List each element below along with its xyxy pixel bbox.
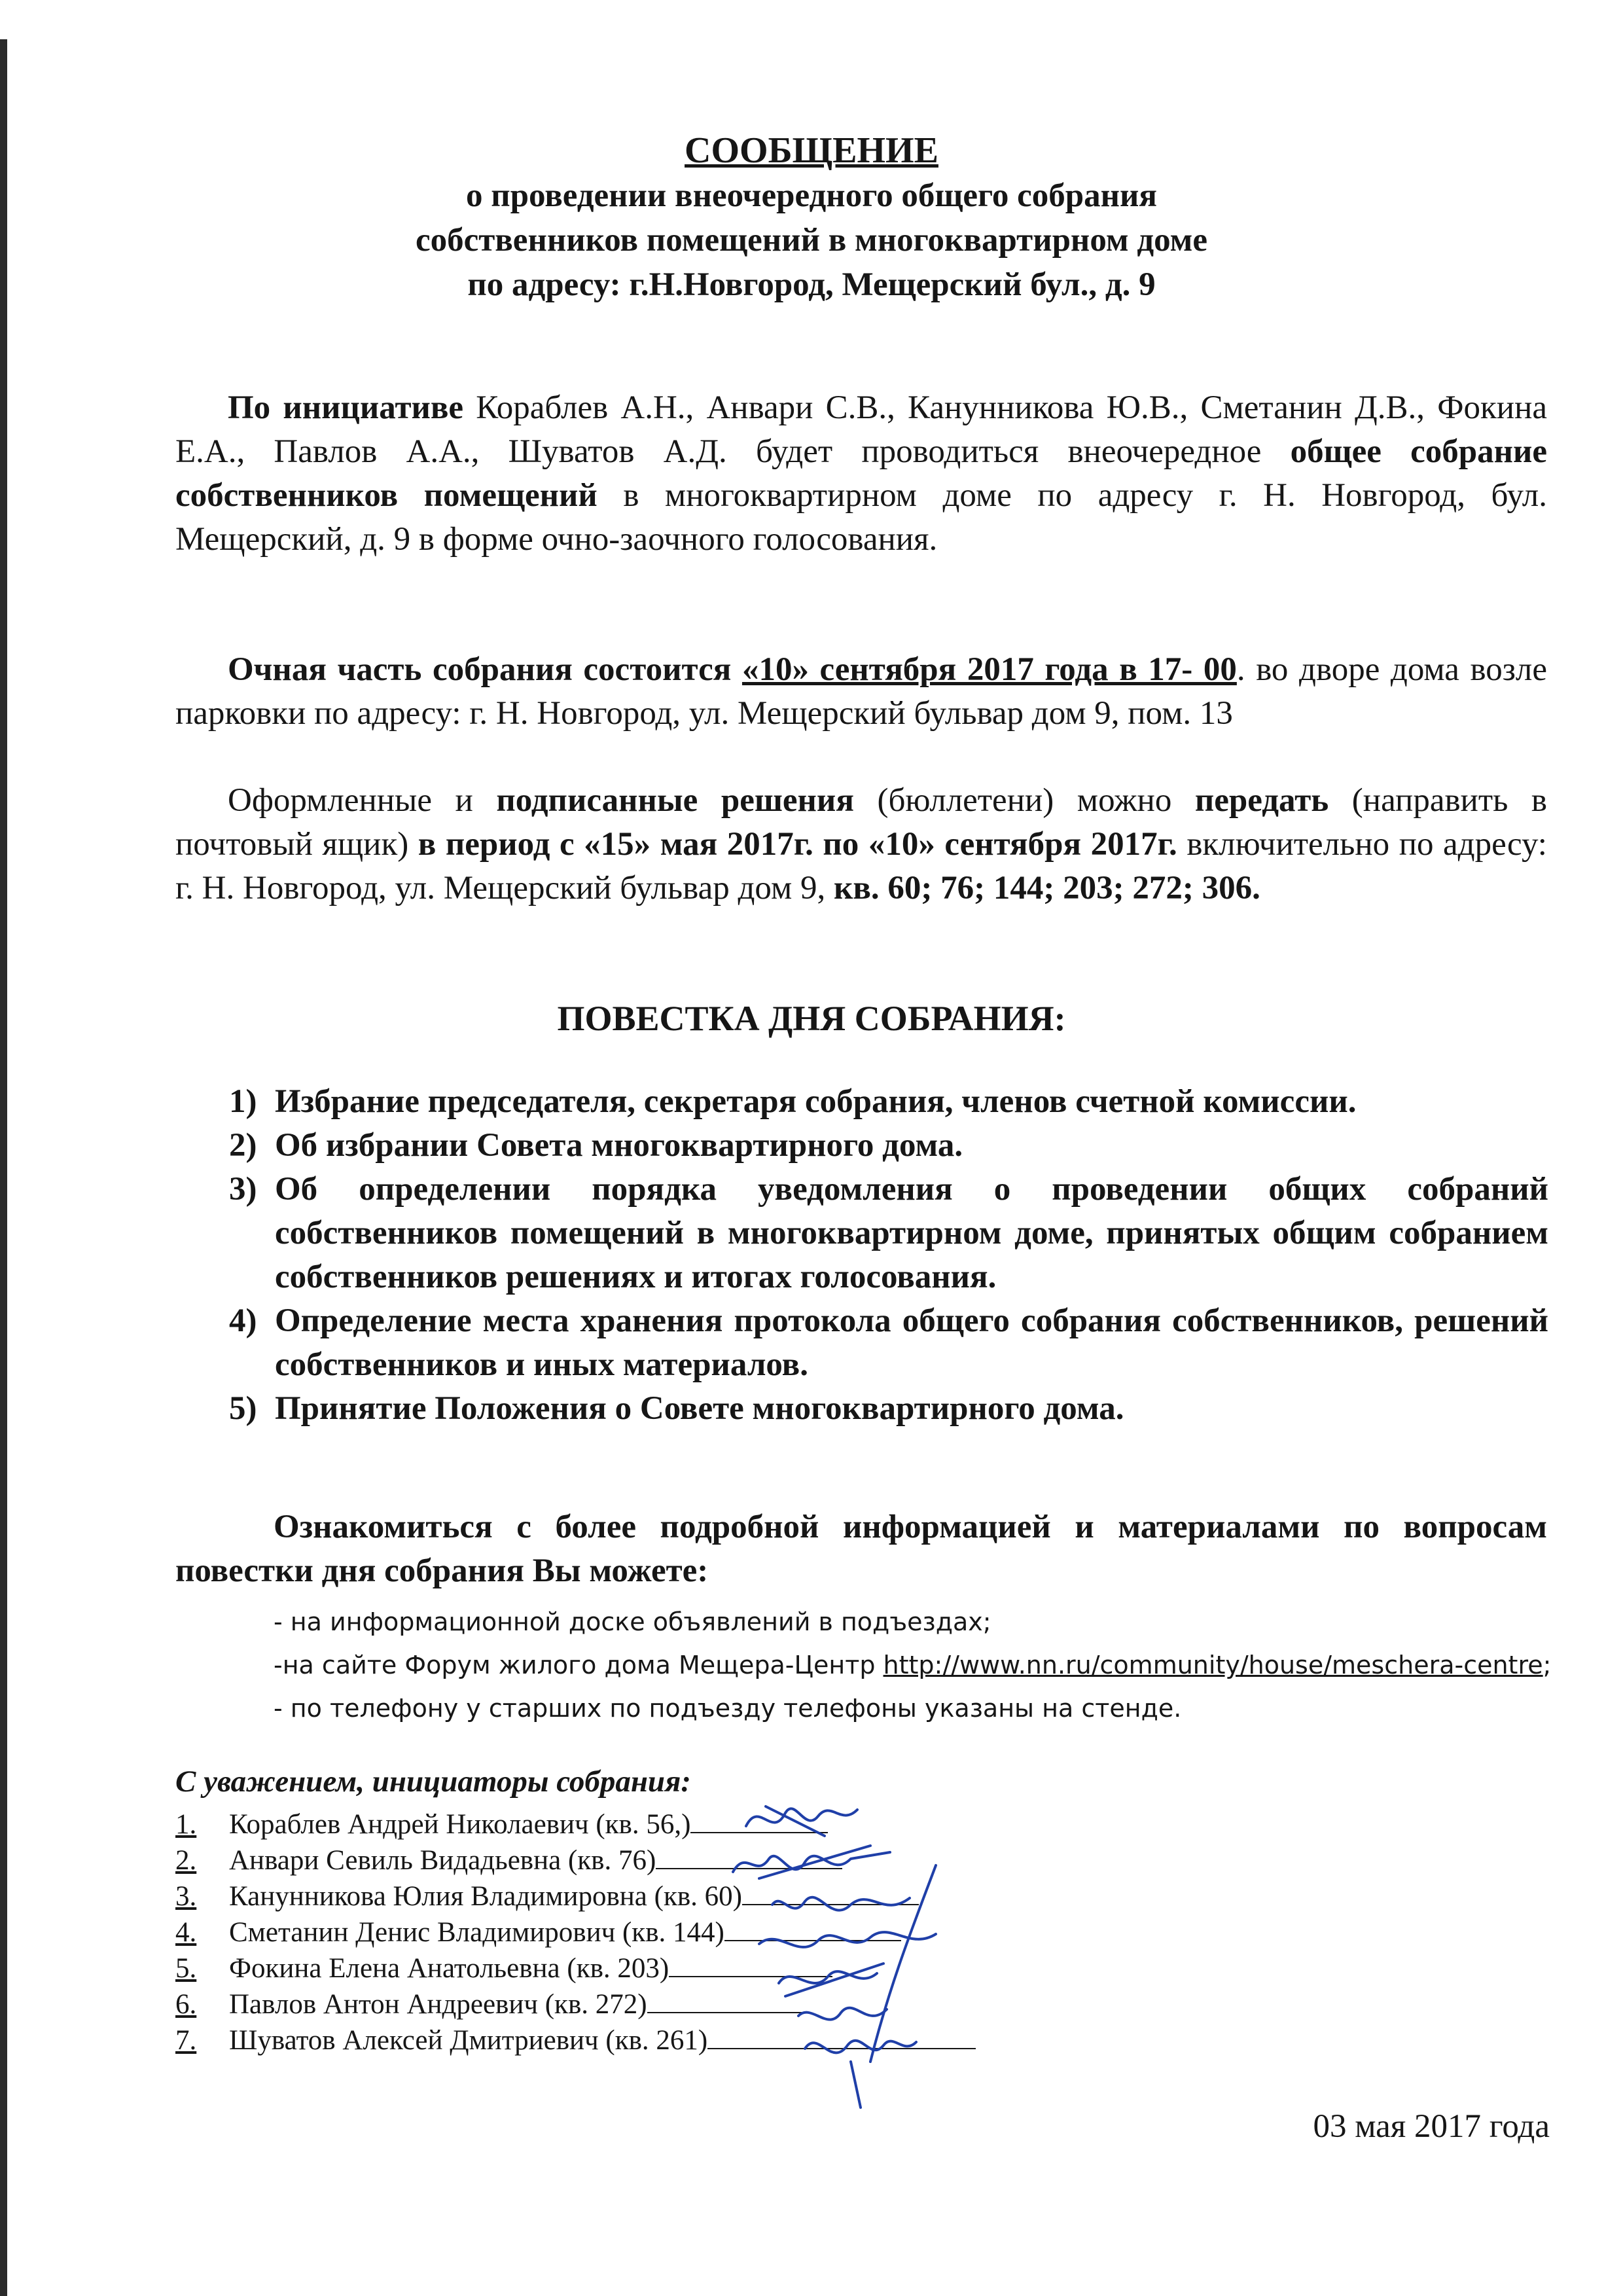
- signatory-number: 1.: [175, 1809, 197, 1840]
- ballots-text-4: включительно по адресу: г. Н. Новгород, ул. Мещерский бульвар дом 9,: [175, 826, 1547, 906]
- signatory-name: Сметанин Денис Владимирович (кв. 144): [229, 1917, 724, 1948]
- ballots-bold-1: подписанные решения: [496, 782, 854, 819]
- agenda-item: [229, 1168, 1548, 1299]
- agenda-item: [229, 1299, 1548, 1387]
- signatory-name: Анвари Севиль Видадьевна (кв. 76): [229, 1845, 656, 1876]
- subtitle-line-3: по адресу: г.Н.Новгород, Мещерский бул., д. 9: [467, 266, 1156, 303]
- ballots-period: в период с «15» мая 2017г. по «10» сентября 2017г.: [418, 826, 1177, 863]
- agenda-item-number: 1): [229, 1083, 257, 1120]
- signatories-heading: С уважением, инициаторы собрания:: [175, 1765, 691, 1799]
- subtitle-line-1: о проведении внеочередного общего собрания: [465, 177, 1158, 214]
- agenda-item-number: 2): [229, 1127, 257, 1164]
- ballots-paragraph: [175, 779, 1547, 910]
- info-line-board: - на информационной доске объявлений в подъездах;: [274, 1607, 991, 1636]
- meeting-paragraph: [175, 648, 1547, 736]
- document-title: СООБЩЕНИЕ: [685, 130, 938, 171]
- scan-edge: [0, 39, 7, 2296]
- agenda-item: [229, 1124, 1548, 1168]
- signature-pavlov: [798, 2008, 887, 2020]
- document-date: 03 мая 2017 года: [1313, 2108, 1550, 2145]
- handwritten-signatures: [720, 1787, 1034, 2114]
- agenda-item-text: Принятие Положения о Совете многоквартирного дома.: [275, 1390, 1124, 1427]
- info-intro: [175, 1505, 1547, 1593]
- ballots-bold-2: передать: [1194, 782, 1329, 819]
- meeting-date: «10» сентября 2017 года в 17- 00: [741, 651, 1237, 688]
- signature-shuvatov: [805, 2041, 916, 2108]
- info-website-suffix: ;: [1543, 1651, 1552, 1679]
- agenda-item: [229, 1080, 1548, 1124]
- info-line-website: [274, 1643, 1569, 1687]
- intro-initiators: Кораблев А.Н., Анвари С.В., Канунникова Ю.В., Сметанин Д.В., Фокина Е.А., Павлов А.А., Шуватов А.Д. будет проводиться внеочередное: [175, 389, 1547, 470]
- ballots-text-3: (направить в почтовый ящик): [175, 782, 1548, 863]
- subtitle-line-2: собственников помещений в многоквартирном доме: [415, 222, 1208, 259]
- signatory-number: 5.: [175, 1953, 197, 1984]
- agenda-item-text: Избрание председателя, секретаря собрания, членов счетной комиссии.: [275, 1083, 1357, 1120]
- signatory-number: 2.: [175, 1845, 197, 1876]
- info-lines: [274, 1600, 1569, 1730]
- agenda-item-number: 4): [229, 1302, 257, 1339]
- signature-anvari: [733, 1846, 890, 1878]
- forum-link[interactable]: http://www.nn.ru/community/house/meschera-centre: [883, 1651, 1543, 1679]
- agenda-item-number: 5): [229, 1390, 257, 1427]
- signatory-number: 3.: [175, 1881, 197, 1912]
- meeting-lead: Очная часть собрания состоится: [228, 651, 742, 688]
- agenda-item-text: Об избрании Совета многоквартирного дома.: [275, 1127, 963, 1164]
- signatory-name: Павлов Антон Андреевич (кв. 272): [229, 1989, 647, 2020]
- signatory-name: Шуватов Алексей Дмитриевич (кв. 261): [229, 2025, 708, 2056]
- signature-kanunnikova: [772, 1865, 936, 2062]
- document-header: [0, 128, 1623, 307]
- agenda-item-text: Определение места хранения протокола общего собрания собственников, решений собственников и иных материалов.: [275, 1302, 1548, 1383]
- info-intro-text: Ознакомиться с более подробной информацией и материалами по вопросам повестки дня собрания Вы можете:: [175, 1509, 1547, 1589]
- signature-korablev: [746, 1806, 857, 1836]
- signatory-name: Фокина Елена Анатольевна (кв. 203): [229, 1953, 669, 1984]
- agenda-list: [229, 1080, 1548, 1431]
- signatory-number: 4.: [175, 1917, 197, 1948]
- ballots-text-1: Оформленные и: [228, 782, 497, 819]
- intro-lead: По инициативе: [228, 389, 464, 426]
- agenda-title: ПОВЕСТКА ДНЯ СОБРАНИЯ:: [557, 999, 1066, 1038]
- ballots-apartments: кв. 60; 76; 144; 203; 272; 306.: [833, 870, 1260, 906]
- agenda-item-text: Об определении порядка уведомления о проведении общих собраний собственников помещений в многоквартирном доме, принятых общим собранием собственников решениях и итогах голосования.: [275, 1171, 1548, 1295]
- signatory-name: Канунникова Юлия Владимировна (кв. 60): [229, 1881, 742, 1912]
- intro-paragraph: [175, 386, 1547, 562]
- ballots-text-2: (бюллетени) можно: [853, 782, 1195, 819]
- signatory-number: 7.: [175, 2025, 197, 2056]
- signatory-name: Кораблев Андрей Николаевич (кв. 56,): [229, 1809, 691, 1840]
- info-website-label: -на сайте Форум жилого дома Мещера-Центр: [274, 1651, 883, 1679]
- signatory-number: 6.: [175, 1989, 197, 2020]
- info-line-phone: - по телефону у старших по подъезду телефоны указаны на стенде.: [274, 1694, 1182, 1723]
- meeting-place: . во дворе дома возле парковки по адресу: г. Н. Новгород, ул. Мещерский бульвар дом 9, пом. 13: [175, 651, 1547, 732]
- intro-rest: в многоквартирном доме по адресу г. Н. Новгород, бул. Мещерский, д. 9 в форме очно-заочного голосования.: [175, 477, 1547, 558]
- agenda-item: [229, 1387, 1548, 1431]
- intro-meeting: общее собрание собственников помещений: [175, 433, 1547, 514]
- agenda-item-number: 3): [229, 1171, 257, 1208]
- signature-fokina: [779, 1964, 883, 1996]
